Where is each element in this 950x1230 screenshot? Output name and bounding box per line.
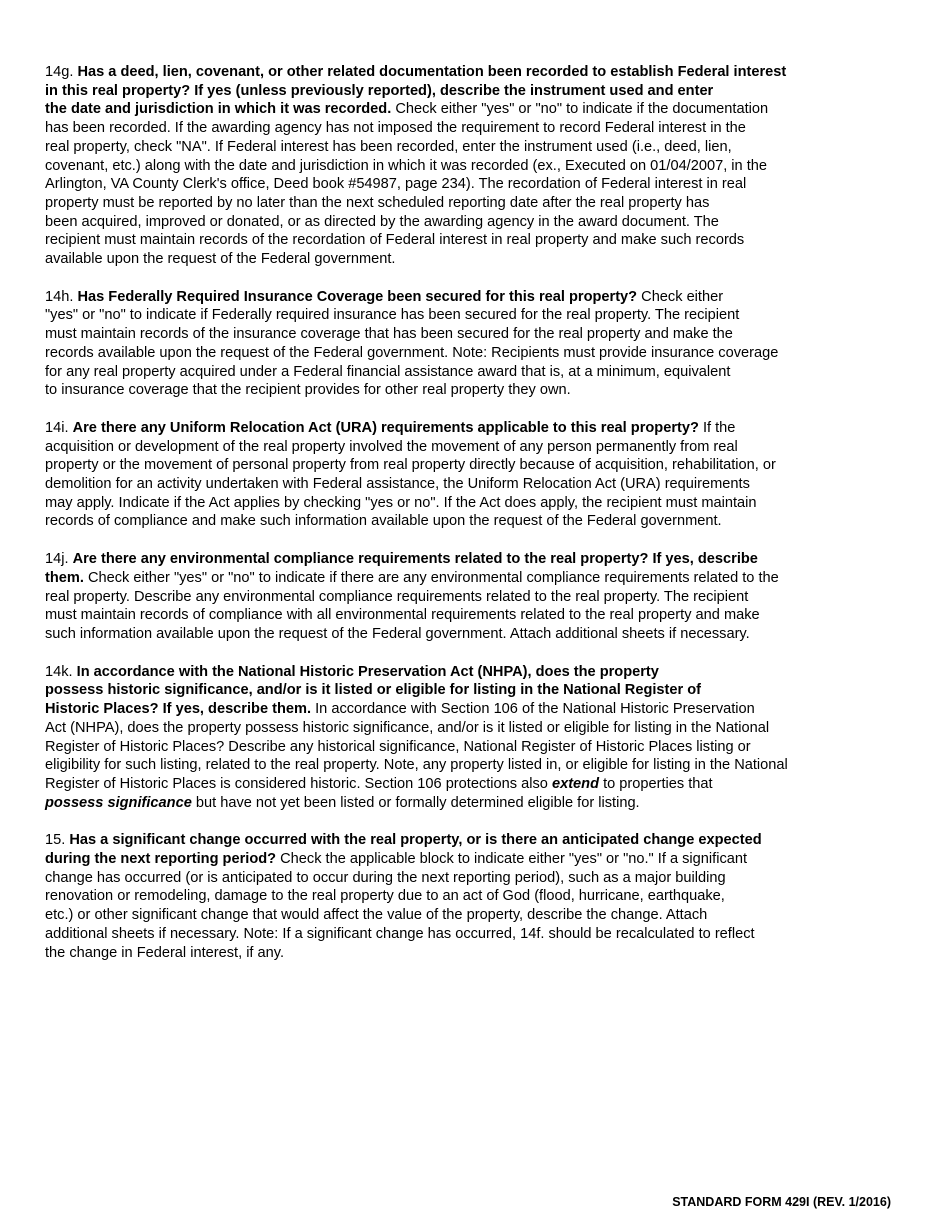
body-text: property or the movement of personal property from real property directly because of acquisition, rehabilitation, or (45, 457, 776, 474)
text-line (45, 82, 845, 101)
text-line (45, 700, 845, 719)
question-text: the date and jurisdiction in which it was recorded. (45, 101, 392, 118)
text-line (45, 250, 845, 269)
text-line (45, 512, 845, 531)
body-text: recipient must maintain records of the recordation of Federal interest in real property and make such records (45, 232, 745, 249)
text-line (45, 794, 845, 813)
body-text: for any real property acquired under a Federal financial assistance award that is, at a minimum, equivalent (45, 363, 731, 380)
text-line (45, 456, 845, 475)
text-line (45, 831, 845, 850)
body-text: may apply. Indicate if the Act applies by checking "yes or no". If the Act does apply, the recipient must maintain (45, 494, 757, 511)
body-text: such information available upon the request of the Federal government. Attach additional sheets if necessary. (45, 625, 750, 642)
section-15 (45, 831, 845, 962)
text-line (45, 663, 845, 682)
section-14g (45, 63, 845, 269)
body-text: covenant, etc.) along with the date and jurisdiction in which it was recorded (ex., Executed on 01/04/2007, in the (45, 157, 768, 174)
text-line (45, 494, 845, 513)
question-text: Has a significant change occurred with the real property, or is there an anticipated change expected (69, 832, 762, 849)
question-text: during the next reporting period? (45, 851, 277, 868)
body-text: Arlington, VA County Clerk's office, Deed book #54987, page 234). The recordation of Federal interest in real (45, 176, 747, 193)
text-line (45, 569, 845, 588)
body-text: 14i. (45, 419, 73, 436)
body-text: been acquired, improved or donated, or as directed by the awarding agency in the award document. The (45, 213, 719, 230)
text-line (45, 738, 845, 757)
body-text: must maintain records of the insurance coverage that has been secured for the real property and make the (45, 326, 733, 343)
section-14h (45, 288, 845, 400)
question-text: In accordance with the National Historic Preservation Act (NHPA), does the property (76, 663, 659, 680)
text-line (45, 869, 845, 888)
text-line (45, 756, 845, 775)
body-text: "yes" or "no" to indicate if Federally required insurance has been secured for the real property. The recipient (45, 307, 740, 324)
text-line (45, 119, 845, 138)
text-line (45, 231, 845, 250)
text-line (45, 588, 845, 607)
body-text: records of compliance and make such information available upon the request of the Federal government. (45, 513, 722, 530)
section-14j (45, 550, 845, 644)
body-text: 14h. (45, 288, 78, 305)
text-line (45, 288, 845, 307)
body-text: Check either "yes" or "no" to indicate if the documentation (391, 101, 769, 118)
text-line (45, 775, 845, 794)
text-line (45, 344, 845, 363)
body-text: 14g. (45, 64, 78, 80)
body-text: property must be reported by no later than the next scheduled reporting date after the real property has (45, 194, 710, 211)
text-line (45, 306, 845, 325)
text-line (45, 213, 845, 232)
text-line (45, 475, 845, 494)
question-text: Are there any Uniform Relocation Act (URA) requirements applicable to this real property? (72, 419, 699, 436)
text-line (45, 681, 845, 700)
body-text: Register of Historic Places? Describe any historical significance, National Register of Historic Places listing or (45, 738, 751, 755)
text-line (45, 850, 845, 869)
instructions-body (45, 63, 845, 981)
emphasis-text: extend (551, 775, 600, 792)
text-line (45, 906, 845, 925)
question-text: in this real property? If yes (unless previously reported), describe the instrument used and enter (45, 82, 714, 99)
question-text: Has Federally Required Insurance Coverage been secured for this real property? (77, 288, 638, 305)
body-text: has been recorded. If the awarding agency has not imposed the requirement to record Federal interest in the (45, 120, 746, 137)
text-line (45, 625, 845, 644)
text-line (45, 138, 845, 157)
question-text: Has a deed, lien, covenant, or other related documentation been recorded to establish Federal interest (77, 64, 787, 80)
text-line (45, 419, 845, 438)
text-line (45, 325, 845, 344)
body-text: demolition for an activity undertaken with Federal assistance, the Uniform Relocation Act (URA) requirements (45, 476, 750, 493)
text-line (45, 63, 845, 82)
body-text: records available upon the request of the Federal government. Note: Recipients must provide insurance coverage (45, 344, 779, 361)
text-line (45, 438, 845, 457)
question-text: them. (45, 569, 84, 586)
text-line (45, 719, 845, 738)
text-line (45, 194, 845, 213)
section-14k (45, 663, 845, 813)
body-text: to insurance coverage that the recipient provides for other real property they own. (45, 382, 571, 399)
body-text: Act (NHPA), does the property possess historic significance, and/or is it listed or eligible for listing in the National (45, 719, 770, 736)
text-line (45, 925, 845, 944)
section-14i (45, 419, 845, 531)
text-line (45, 550, 845, 569)
text-line (45, 381, 845, 400)
body-text: 15. (45, 832, 70, 849)
body-text: Check the applicable block to indicate either "yes" or "no." If a significant (276, 851, 748, 868)
body-text: available upon the request of the Federal government. (45, 251, 396, 268)
body-text: but have not yet been listed or formally determined eligible for listing. (191, 794, 640, 811)
body-text: real property. Describe any environmental compliance requirements related to the real property. The recipient (45, 588, 749, 605)
text-line (45, 363, 845, 382)
body-text: to properties that (599, 775, 713, 792)
body-text: must maintain records of compliance with all environmental requirements related to the real property and make (45, 607, 760, 624)
body-text: real property, check "NA". If Federal interest has been recorded, enter the instrument used (i.e., deed, lien, (45, 138, 732, 155)
question-text: Historic Places? If yes, describe them. (45, 701, 312, 718)
text-line (45, 944, 845, 963)
body-text: 14j. (45, 551, 73, 568)
body-text: 14k. (45, 663, 77, 680)
body-text: Check either (637, 288, 724, 305)
question-text: possess historic significance, and/or is it listed or eligible for listing in the National Register of (45, 682, 702, 699)
text-line (45, 606, 845, 625)
body-text: renovation or remodeling, damage to the real property due to an act of God (flood, hurricane, earthquake, (45, 888, 725, 905)
text-line (45, 157, 845, 176)
emphasis-text: possess significance (45, 794, 192, 811)
body-text: acquisition or development of the real property involved the movement of any person permanently from real (45, 438, 738, 455)
body-text: change has occurred (or is anticipated to occur during the next reporting period), such as a major building (45, 869, 726, 886)
text-line (45, 887, 845, 906)
body-text: In accordance with Section 106 of the National Historic Preservation (311, 701, 755, 718)
body-text: additional sheets if necessary. Note: If a significant change has occurred, 14f. should be recalculated to reflect (45, 925, 755, 942)
text-line (45, 175, 845, 194)
body-text: eligibility for such listing, related to the real property. Note, any property listed in, or eligible for listing in the National (45, 757, 788, 774)
form-footer-label: STANDARD FORM 429I (REV. 1/2016) (672, 1195, 891, 1209)
body-text: Register of Historic Places is considered historic. Section 106 protections also (45, 775, 552, 792)
question-text: Are there any environmental compliance requirements related to the real property? If yes, describe (72, 551, 758, 568)
text-line (45, 100, 845, 119)
body-text: the change in Federal interest, if any. (45, 944, 285, 961)
body-text: etc.) or other significant change that would affect the value of the property, describe the change. Attach (45, 907, 708, 924)
body-text: If the (698, 419, 736, 436)
body-text: Check either "yes" or "no" to indicate if there are any environmental compliance requirements related to the (83, 569, 779, 586)
